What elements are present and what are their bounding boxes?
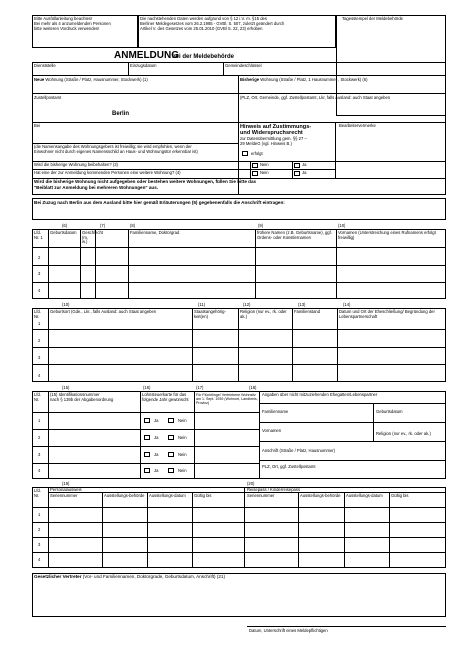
sec2-row-1: 1 — [38, 321, 41, 326]
lohn-row3-nein-label: Nein — [178, 452, 187, 457]
sec3-num-18: (18) — [249, 385, 257, 390]
bisherige-wohnung-label: Bisherige Wohnung (Straße / Platz, 1 Hausnummer , Stockwerk) (6) — [240, 77, 368, 82]
sec3-header-id: (15) Identifikationsnummer — [50, 392, 100, 397]
sec4-num-20: (20) — [247, 481, 255, 486]
sec3-header-id-2: nach § 139b der Abgabenordnung — [50, 397, 114, 402]
zustellpostamt-label: Zustellpostamt — [34, 95, 62, 100]
sec2-num-11: (11) — [198, 302, 206, 307]
lohn-row2-nein-checkbox[interactable] — [168, 435, 174, 440]
lohn-row1-nein-label: Nein — [178, 418, 187, 423]
notice-mid-line-2: Berliner Meldegesetzes vom 26.2.1985 - GVBl. S. 507, zuletzt geändert durch — [140, 21, 285, 26]
page-title: ANMELDUNG — [114, 50, 179, 61]
erfolgt-label: erfolgt — [251, 151, 263, 156]
vertreter-label: Gesetzlicher Vertreter (Vor- und Familiennamen, Doktorgrade, Geburtsdatum, Anschrift) (21) — [34, 574, 225, 579]
neue-wohnung-label: Neue Wohnung (Straße / Platz, Hausnummer, Stockwerk) (1) — [34, 77, 148, 82]
mehrere-wohnungen-hint-1: Wird die bisherige Wohnung nicht aufgegeben oder bestehen weitere Wohnungen, füllen Sie bitte das — [34, 179, 257, 184]
sec1-header-fruehere-namen: frühere Namen (z.B. Geburtsname), ggf. Ordens- oder Künstlernamen — [257, 230, 332, 240]
notice-left-line-1: Bitte Ausfüllanleitung beachten! — [34, 16, 93, 21]
notice-mid-line-3: Artikel V. des Gesetzes vom 25.01.2010 (GVBl S. 22, 23) erhoben — [140, 26, 263, 31]
sec2-num-12: (12) — [243, 302, 251, 307]
sec2-header-staat: Staatsangehörig-keit(en) — [194, 309, 226, 319]
sec4-row-2: 2 — [38, 527, 41, 532]
dienststelle-field[interactable] — [32, 68, 128, 75]
lohn-row3-ja-checkbox[interactable] — [144, 452, 150, 457]
sec1-row-4: 4 — [38, 288, 41, 293]
lohn-row2-ja-checkbox[interactable] — [144, 435, 150, 440]
sec1-num-6: (6) — [62, 223, 68, 228]
namensangabe-line-1: (die Namensangabe des Wohnungsgebers ist freiwillig; sie wird empfohlen, wenn der — [34, 144, 192, 149]
sec2-row-3: 3 — [38, 355, 41, 360]
sec2-row-4: 4 — [38, 373, 41, 378]
vertreter-box[interactable] — [32, 573, 446, 617]
bisherige-wohnung-field[interactable] — [238, 83, 446, 93]
spouse-plz-label: PLZ, Ort, ggf. Zustellpostamt — [262, 464, 316, 469]
sec1-header-familienname: Familienname, Doktorgrad — [130, 230, 180, 235]
lohn-row3-nein-checkbox[interactable] — [168, 452, 174, 457]
notice-left-line-3: bitte weiteren Vordruck verwenden! — [34, 26, 100, 31]
sec1-row-2: 2 — [38, 255, 41, 260]
sec2-header-eheschliessung: Datum und Ort der Eheschließung/ Begründung der Lebenspartnerschaft — [339, 309, 435, 319]
sec2-header-religion: Religion (nur ev., rk. oder ak.) — [240, 309, 287, 319]
lohn-row1-nein-checkbox[interactable] — [168, 418, 174, 423]
spouse-anschrift-label: Anschrift (Straße / Platz, Hausnummer) — [262, 448, 336, 453]
hinweis-text-1: zur Datenübermittlung gem. §§ 27 – — [240, 136, 307, 141]
sec1-num-9: (9) — [258, 223, 264, 228]
lohn-row4-ja-label: Ja — [154, 468, 159, 473]
spouse-vornamen-label: Vornamen — [262, 428, 282, 433]
sec2-num-13: (13) — [298, 302, 306, 307]
sec3-header-lfd: Lfd. Nr. — [34, 392, 41, 402]
bearbeitervermerke-label: Bearbeitervermerke — [339, 123, 376, 128]
sec1-header-vornamen: Vornamen (Unterstreichung eines Rufnamens erfolgt freiwillig) — [338, 230, 436, 240]
sec1-header-lfd: Lfd. Nr. 1 — [34, 230, 43, 240]
notice-mid-line-1: Die nachstehenden Daten werden aufgrund von § 12 i.V. m. §15 des — [140, 16, 267, 21]
stamp-label: Tagesstempel der Meldebehörde — [342, 16, 403, 21]
question-weitere-wohnung: Hat eine der zur Anmeldung kommenden Personen eine weitere Wohnung? (4) — [34, 170, 181, 175]
sec4-reisepass: Reisepass / Kinderreisepass — [247, 487, 301, 492]
beibehalten-nein-label: Nein — [260, 162, 269, 167]
spouse-geburtsdatum-label: Geburtsdatum — [376, 409, 403, 414]
sec3-num-15: (15) — [62, 385, 70, 390]
sec3-row-1: 1 — [38, 418, 41, 423]
sec1-num-10: (10) — [338, 223, 346, 228]
sec1-num-7: (7) — [100, 223, 106, 228]
plz-ort-field[interactable] — [238, 101, 446, 122]
sec2-header-lfd: Lfd. Nr. — [34, 309, 41, 319]
sec3-num-17: (17) — [196, 385, 204, 390]
city-value: Berlin — [112, 111, 130, 117]
hinweis-text-2: 29 MeldeG (vgl. Hinweis B.) — [240, 141, 292, 146]
einzugsdatum-label: Einzugsdatum — [130, 63, 157, 68]
sec4-row-3: 3 — [38, 542, 41, 547]
sec4-header-rp-datum: Ausstellungs-datum — [346, 493, 383, 498]
weitere-ja-checkbox[interactable] — [294, 171, 300, 176]
sec3-header-fluechtlinge: Für Flüchtlinge/ Vertriebene Wohnsitz am 1. Sept. 1939 (Wohnort, Landkreis, Provinz) — [196, 393, 258, 405]
beibehalten-ja-label: Ja — [302, 162, 307, 167]
spouse-religion-label: Religion (nur ev., rk. oder ak.) — [376, 431, 431, 436]
bei-field[interactable] — [32, 129, 238, 143]
id-docs-table — [32, 487, 446, 568]
sec3-row-3: 3 — [38, 452, 41, 457]
sec3-num-16: (16) — [143, 385, 151, 390]
gemeindeschluessel-label: Gemeindeschlüssel — [225, 63, 262, 68]
lohn-row1-ja-label: Ja — [154, 418, 159, 423]
lohn-row1-ja-checkbox[interactable] — [144, 418, 150, 423]
weitere-nein-label: Nein — [260, 170, 269, 175]
sec4-header-lfd: Lfd. Nr. — [34, 488, 41, 498]
mehrere-wohnungen-hint-2: "Beiblatt zur Anmeldung bei mehreren Wohnungen" aus. — [34, 185, 159, 190]
gemeindeschluessel-field[interactable] — [223, 68, 336, 75]
weitere-nein-checkbox[interactable] — [252, 171, 258, 176]
sec1-header-geschlecht: Geschlecht (m, w.) — [82, 230, 103, 245]
einzugsdatum-field[interactable] — [128, 68, 223, 75]
sec3-row-4: 4 — [38, 468, 41, 473]
page-subtitle: bei der Meldebehörde — [172, 54, 235, 60]
sec4-header-pa-serien: Seriennummer — [50, 493, 78, 498]
lohn-row3-ja-label: Ja — [154, 452, 159, 457]
sec3-header-lohnsteuer: Lohnsteuerkarte für das folgende Jahr gewünscht — [142, 392, 189, 402]
neue-wohnung-field[interactable] — [32, 83, 238, 93]
lohn-row2-nein-label: Nein — [178, 435, 187, 440]
lohn-row4-ja-checkbox[interactable] — [144, 468, 150, 473]
sec3-row-2: 2 — [38, 435, 41, 440]
weitere-ja-label: Ja — [302, 170, 307, 175]
hinweis-title-2: und Widerspruchsrecht — [240, 130, 303, 136]
sec2-num-14: (14) — [343, 302, 351, 307]
namensangabe-line-2: Einwohner nicht durch eigenes Namensschild an Haus- und Wohnungstür erkennbar ist) — [34, 149, 198, 154]
sec4-num-19: (19) — [62, 481, 70, 486]
erfolgt-checkbox[interactable] — [242, 151, 248, 156]
sec4-row-4: 4 — [38, 557, 41, 562]
sec4-row-1: 1 — [38, 512, 41, 517]
sec4-header-pa-datum: Ausstellungs-datum — [149, 493, 186, 498]
notice-left-line-2: Bei mehr als 4 anzumeldenden Personen — [34, 21, 111, 26]
sec4-header-pa-behoerde: Ausstellungs-behörde — [104, 493, 145, 498]
beibehalten-nein-checkbox[interactable] — [252, 163, 258, 168]
sec1-num-8: (8) — [130, 223, 136, 228]
signature-field[interactable] — [247, 617, 446, 626]
beibehalten-ja-checkbox[interactable] — [294, 163, 300, 168]
sec4-header-rp-behoerde: Ausstellungs-behörde — [300, 493, 341, 498]
sec4-personalausweis: Personalausweis — [50, 487, 82, 492]
sec4-header-pa-gueltig: Gültig bis — [194, 493, 212, 498]
sec4-header-rp-serien: Seriennummer — [247, 493, 275, 498]
sec1-header-geburtsdatum: Geburtsdatum — [50, 230, 77, 235]
plz-ort-label: (PLZ, Ort, Gemeinde, ggf. Zustellpostamt, Lkr, falls Ausland: auch Staat angeben — [240, 95, 391, 100]
sec2-num-10: (10) — [62, 302, 70, 307]
lohn-row4-nein-checkbox[interactable] — [168, 468, 174, 473]
sec2-header-familienstand: Familienstand — [294, 309, 321, 314]
sec1-row-3: 3 — [38, 271, 41, 276]
spouse-familienname-label: Familienname — [262, 409, 289, 414]
sec4-header-rp-gueltig: Gültig bis — [391, 493, 409, 498]
hinweis-title-1: Hinweis auf Zustimmungs- — [240, 124, 312, 130]
dienststelle-label: Dienststelle — [34, 63, 56, 68]
bei-label: Bei — [34, 123, 41, 128]
sec3-header-angaben: Angaben über nicht mitzuziehenden Ehegatten/Lebenspartner — [262, 392, 378, 397]
question-beibehalten: Wird die bisherige Wohnung beibehalten? (3) — [34, 162, 118, 167]
sec2-header-geburtsort: Geburtsort (Gde., Lkr., falls Ausland: auch Staat angeben — [50, 309, 157, 314]
sec2-row-2: 2 — [38, 338, 41, 343]
lohn-row4-nein-label: Nein — [178, 468, 187, 473]
zuzug-label: Bei Zuzug nach Berlin aus dem Ausland bitte hier gemäß Erläuterungen (5) gegebenenfalls die Anschrift eintragen: — [34, 200, 285, 205]
lohn-row2-ja-label: Ja — [154, 435, 159, 440]
signature-label: Datum, Unterschrift eines Meldepflichtigen — [249, 628, 328, 633]
